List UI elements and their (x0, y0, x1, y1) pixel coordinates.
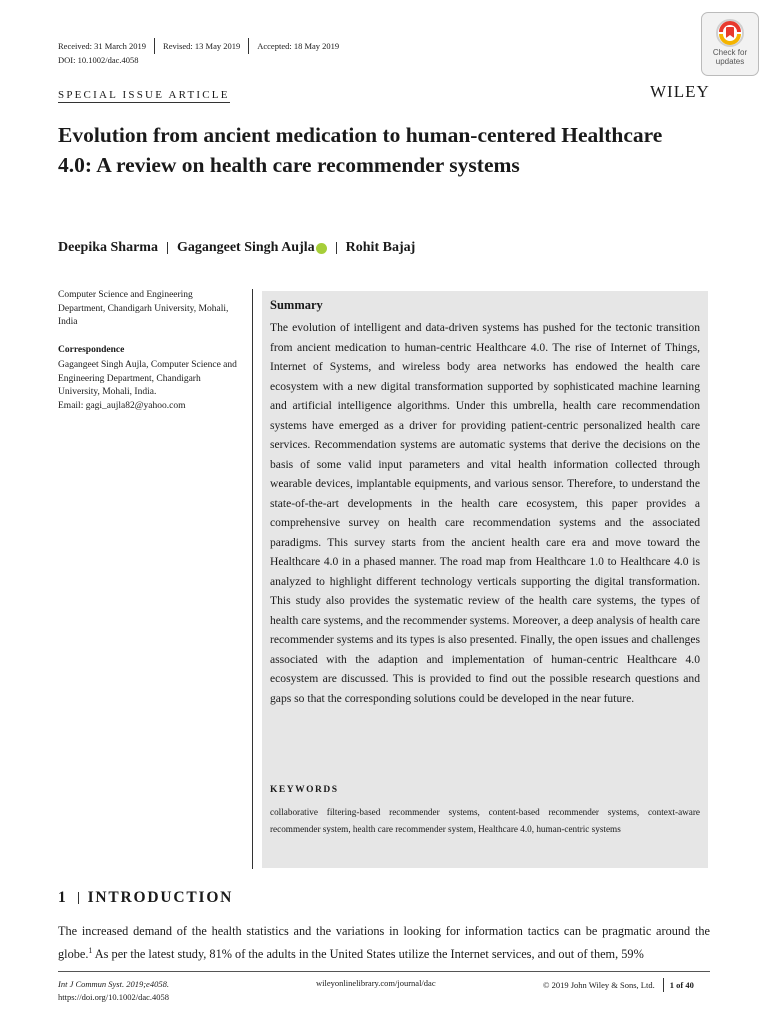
doi: DOI: 10.1002/dac.4058 (58, 55, 139, 65)
page-number: 1 of 40 (669, 980, 694, 990)
publisher-logo: WILEY (650, 82, 710, 101)
footer-rule (58, 971, 710, 972)
paragraph-text: The increased demand of the health statistics and the variations in looking for information tactics can be pragmatic around the globe. (58, 924, 710, 962)
summary-heading: Summary (270, 298, 323, 312)
citation-reference[interactable]: 1 (88, 946, 93, 955)
divider (154, 38, 155, 54)
revised-date: Revised: 13 May 2019 (163, 41, 241, 51)
section-label: SPECIAL ISSUE ARTICLE (58, 89, 230, 101)
summary-text: The evolution of intelligent and data-driven systems has pushed for the tectonic transition from ancient medication to human-centric Healthcare 4.0. The rise of Internet of Things, Internet of Systems, and wireless body area networks has endowed the health care ecosystem with a new digital transformation supported by sophisticated machine learning and artificial intelligence algorithms. Under this umbrella, health care recommendation systems have emerged as a driver for providing patient-centric personalized health care services. Recommendation systems are automatic systems that derive the decisions on the basis of some valid input parameters and vital health information collected through wearable devices, implantable equipments, and various sensor. Therefore, to understand the state-of-the-art developments in the health care ecosystem, this paper provides a comprehensive survey on health care recommendation systems and the associated paradigms. This survey starts from the ancient health care era and move toward the Healthcare 4.0 in a phased manner. The road map from Healthcare 1.0 to Healthcare 4.0 is analyzed to highlight different technology verticals supporting the digital transformation. This study also provides the systematic review of the health care systems, the types of health care systems, and the recommender systems. Moreover, a deep analysis of health care recommender systems and its types is also presented. Finally, the open issues and challenges associated with the adaption and implementation of human-centric Healthcare 4.0 ecosystem are discussed. This is provided to find out the possible research questions and gaps so that the corresponding solutions could be developed in the near future. (270, 321, 700, 705)
section-number: 1 (58, 889, 68, 906)
author-name: Gagangeet Singh Aujla (176, 240, 315, 255)
check-updates-icon (715, 18, 745, 48)
author-name: Deepika Sharma (58, 240, 158, 255)
correspondence-heading: Correspondence (58, 345, 125, 355)
author-name: Rohit Bajaj (345, 240, 416, 255)
divider (336, 242, 337, 254)
author-list (58, 240, 415, 256)
check-updates-label: Check for updates (712, 48, 748, 66)
paragraph-text: As per the latest study, 81% of the adults in the United States utilize the Internet services, and out of them, 59% (92, 947, 644, 962)
divider (663, 978, 664, 992)
introduction-paragraph (58, 922, 710, 964)
keywords-list: collaborative filtering-based recommender systems, content-based recommender systems, context-aware recommender system, health care recommender system, Healthcare 4.0, human-centric systems (270, 807, 700, 834)
divider (248, 38, 249, 54)
section-heading (58, 889, 233, 907)
section-title: INTRODUCTION (87, 889, 234, 906)
correspondence-address: Gagangeet Singh Aujla, Computer Science and Engineering Department, Chandigarh University, Mohali, India. (58, 360, 237, 397)
orcid-icon[interactable] (316, 243, 327, 254)
divider (167, 242, 168, 254)
doi-link[interactable]: https://doi.org/10.1002/dac.4058 (58, 992, 170, 1002)
journal-citation: Int J Commun Syst. 2019;e4058. (58, 979, 169, 989)
journal-website-link[interactable]: wileyonlinelibrary.com/journal/dac (316, 978, 436, 988)
check-for-updates-badge[interactable] (701, 12, 759, 76)
correspondence-email[interactable]: Email: gagi_aujla82@yahoo.com (58, 400, 186, 411)
footer-right (543, 978, 694, 992)
correspondence-details (58, 359, 238, 413)
received-date: Received: 31 March 2019 (58, 41, 147, 51)
footer-citation (58, 978, 169, 1004)
column-divider (252, 289, 253, 869)
divider (78, 892, 79, 904)
affiliation: Computer Science and Engineering Department, Chandigarh University, Mohali, India (58, 290, 229, 327)
copyright: © 2019 John Wiley & Sons, Ltd. (543, 980, 655, 990)
keywords-heading: KEYWORDS (270, 785, 339, 795)
article-dates (58, 38, 339, 54)
accepted-date: Accepted: 18 May 2019 (257, 41, 340, 51)
article-title: Evolution from ancient medication to human-centered Healthcare 4.0: A review on health care recommender systems (58, 123, 663, 177)
